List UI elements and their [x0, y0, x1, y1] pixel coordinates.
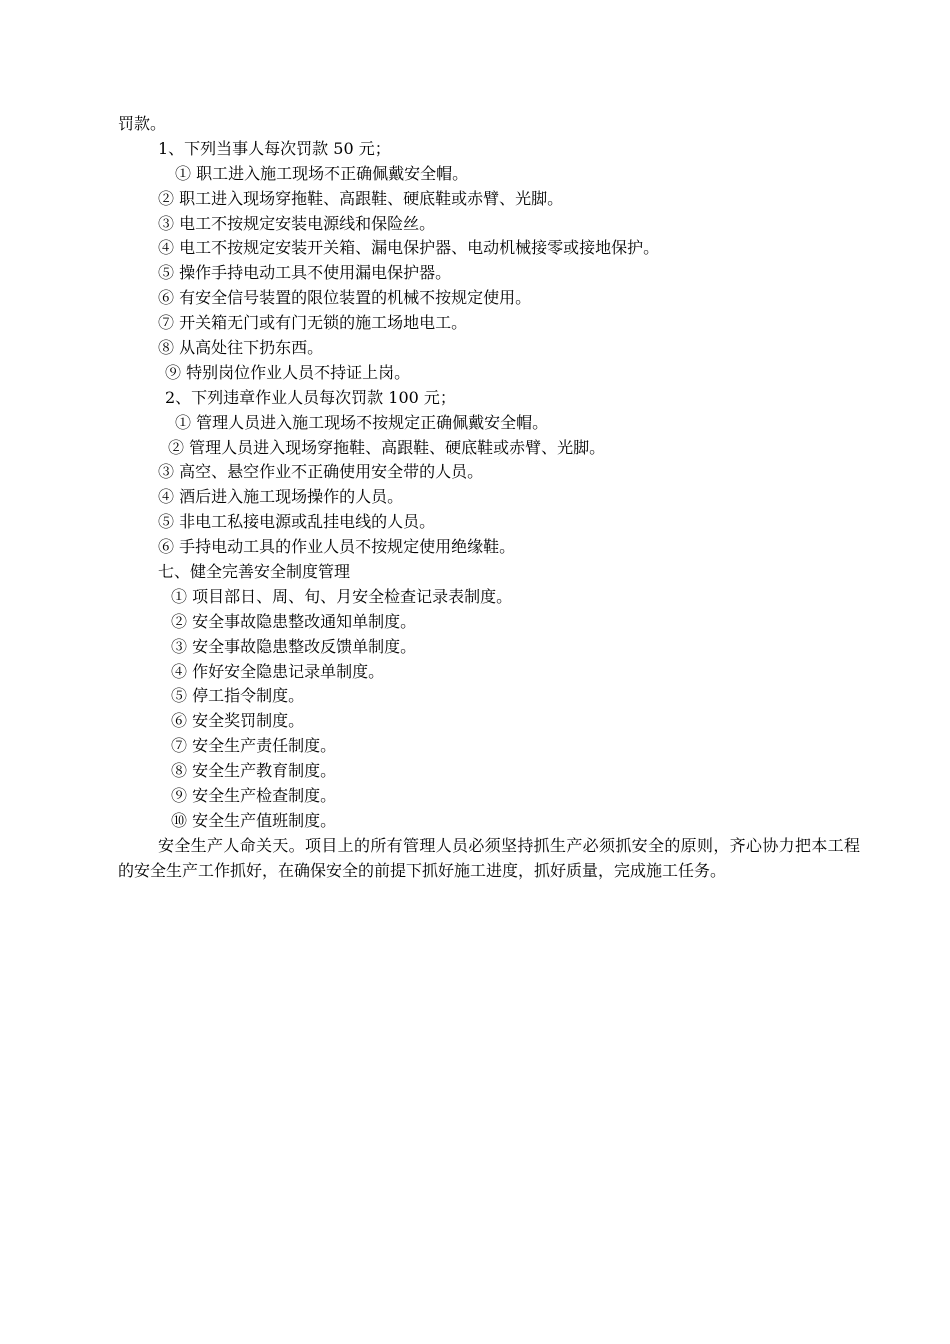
- list-item: ⑨ 特别岗位作业人员不持证上岗。: [165, 362, 411, 382]
- list-item: ⑨ 安全生产检查制度。: [171, 786, 337, 806]
- list-item: ④ 作好安全隐患记录单制度。: [171, 661, 385, 681]
- list-item: ⑤ 停工指令制度。: [171, 686, 305, 706]
- list-item: ① 职工进入施工现场不正确佩戴安全帽。: [175, 163, 469, 183]
- list-item: ⑥ 安全奖罚制度。: [171, 711, 305, 731]
- list-item: ⑥ 手持电动工具的作业人员不按规定使用绝缘鞋。: [158, 537, 516, 557]
- closing-paragraph: 安全生产人命关天。项目上的所有管理人员必须坚持抓生产必须抓安全的原则，齐心协力把本工程的安全生产工作抓好，在确保安全的前提下抓好施工进度，抓好质量，完成施工任务。: [118, 835, 860, 880]
- list-item: ③ 电工不按规定安装电源线和保险丝。: [158, 213, 436, 233]
- section-heading: 1、下列当事人每次罚款 50 元；: [158, 138, 391, 158]
- list-item: ② 安全事故隐患整改通知单制度。: [171, 611, 417, 631]
- list-item: ② 职工进入现场穿拖鞋、高跟鞋、硬底鞋或赤臂、光脚。: [158, 188, 564, 208]
- list-item: ③ 高空、悬空作业不正确使用安全带的人员。: [158, 462, 484, 482]
- section-heading: 2、下列违章作业人员每次罚款 100 元；: [165, 387, 456, 407]
- list-item: ④ 电工不按规定安装开关箱、漏电保护器、电动机械接零或接地保护。: [158, 238, 660, 258]
- list-item: ③ 安全事故隐患整改反馈单制度。: [171, 636, 417, 656]
- list-item: ⑧ 从高处往下扔东西。: [158, 338, 324, 358]
- section-heading: 七、健全完善安全制度管理: [158, 562, 351, 582]
- list-item: ⑧ 安全生产教育制度。: [171, 761, 337, 781]
- list-item: ⑤ 非电工私接电源或乱挂电线的人员。: [158, 512, 436, 532]
- list-item: ⑤ 操作手持电动工具不使用漏电保护器。: [158, 263, 452, 283]
- list-item: ② 管理人员进入现场穿拖鞋、高跟鞋、硬底鞋或赤臂、光脚。: [168, 437, 606, 457]
- list-item: ⑦ 开关箱无门或有门无锁的施工场地电工。: [158, 313, 468, 333]
- list-item: ⑥ 有安全信号装置的限位装置的机械不按规定使用。: [158, 288, 532, 308]
- list-item: ④ 酒后进入施工现场操作的人员。: [158, 487, 404, 507]
- list-item: ① 项目部日、周、旬、月安全检查记录表制度。: [171, 586, 513, 606]
- document-body: [118, 112, 860, 884]
- text-line: 罚款。: [118, 114, 167, 133]
- list-item: ⑩ 安全生产值班制度。: [171, 810, 337, 830]
- list-item: ① 管理人员进入施工现场不按规定正确佩戴安全帽。: [175, 412, 549, 432]
- list-item: ⑦ 安全生产责任制度。: [171, 736, 337, 756]
